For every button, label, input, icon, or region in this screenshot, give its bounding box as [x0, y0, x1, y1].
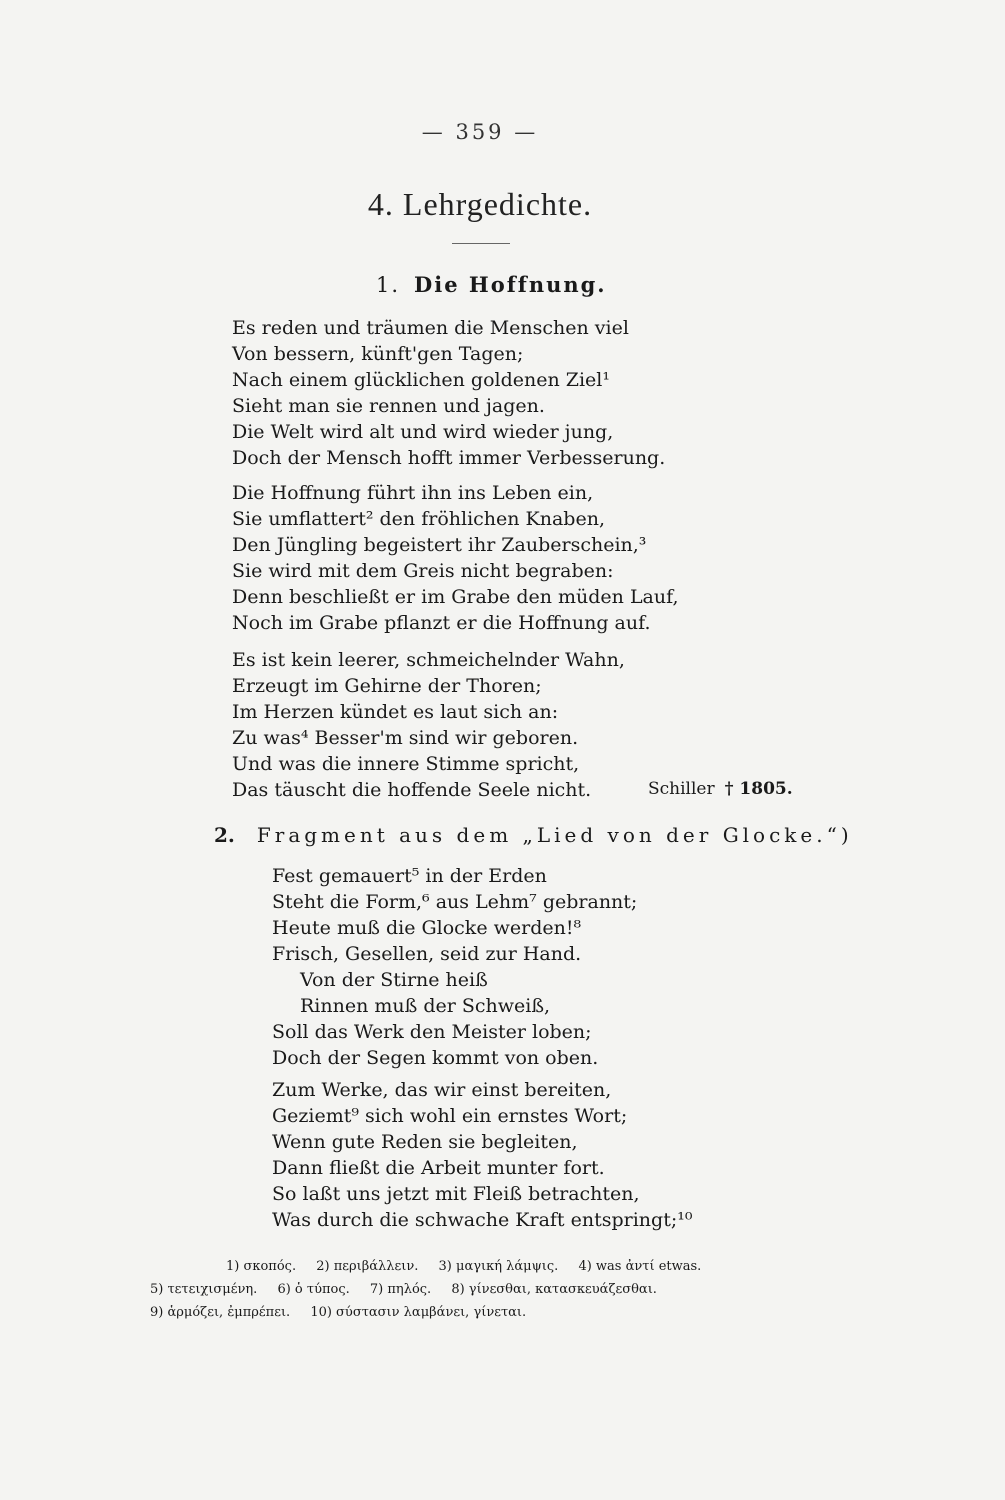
- chapter-title: 4. Lehrgedichte.: [367, 186, 593, 222]
- poem-1-title: [376, 272, 607, 297]
- poem-1-stanza-2: [232, 480, 679, 636]
- footnote: 9) ἁρμόζει, ἐμπρέπει.: [150, 1305, 291, 1320]
- footnote-line: [150, 1278, 830, 1301]
- footnote: 5) τετειχισμένη.: [150, 1282, 258, 1297]
- poem-2-stanza-1: [272, 863, 637, 1071]
- poem-line: Dann fließt die Arbeit munter fort.: [272, 1157, 605, 1179]
- poem-line: Es reden und träumen die Menschen viel: [232, 317, 629, 339]
- poem-line: Im Herzen kündet es laut sich an:: [232, 701, 559, 723]
- poem-line: Von bessern, künft'gen Tagen;: [232, 343, 524, 365]
- poem-line: Wenn gute Reden sie begleiten,: [272, 1131, 578, 1153]
- poem-line: Doch der Segen kommt von oben.: [272, 1047, 599, 1069]
- page-number: — 359 —: [421, 120, 539, 144]
- footnote: 7) πηλός.: [369, 1282, 432, 1297]
- poem-line: Noch im Grabe pflanzt er die Hoffnung auf.: [232, 612, 651, 634]
- poem-line: Erzeugt im Gehirne der Thoren;: [232, 675, 542, 697]
- poem-line: Sieht man sie rennen und jagen.: [232, 395, 545, 417]
- poem-line: Die Hoffnung führt ihn ins Leben ein,: [232, 482, 594, 504]
- author-name: Schiller: [648, 779, 715, 799]
- poem-line: Zum Werke, das wir einst bereiten,: [272, 1079, 612, 1101]
- poem-2-number: 2.: [214, 823, 235, 847]
- poem-2-heading-text: Fragment aus dem „Lied von der Glocke.“): [256, 823, 853, 847]
- poem-1-author: [648, 779, 793, 799]
- footnote: 10) σύστασιν λαμβάνει, γίνεται.: [310, 1305, 527, 1320]
- poem-line: Steht die Form,⁶ aus Lehm⁷ gebrannt;: [272, 891, 638, 913]
- poem-line: Heute muß die Glocke werden!⁸: [272, 917, 582, 939]
- footnote-line: [150, 1301, 830, 1324]
- poem-line: Den Jüngling begeistert ihr Zauberschein,³: [232, 534, 647, 556]
- poem-line: Das täuscht die hoffende Seele nicht.: [232, 779, 592, 801]
- footnote: 4) was ἀντί etwas.: [578, 1259, 702, 1274]
- footnotes: [150, 1255, 830, 1324]
- poem-line: Fest gemauert⁵ in der Erden: [272, 865, 547, 887]
- poem-line: Denn beschließt er im Grabe den müden Lauf,: [232, 586, 679, 608]
- poem-1-stanza-1: [232, 315, 665, 471]
- poem-line: Sie wird mit dem Greis nicht begraben:: [232, 560, 614, 582]
- poem-line: Sie umflattert² den fröhlichen Knaben,: [232, 508, 605, 530]
- footnote: 6) ὁ τύπος.: [277, 1282, 350, 1297]
- poem-line: Nach einem glücklichen goldenen Ziel¹: [232, 369, 610, 391]
- poem-2-heading: [214, 823, 853, 847]
- poem-line: Es ist kein leerer, schmeichelnder Wahn,: [232, 649, 625, 671]
- poem-line: So laßt uns jetzt mit Fleiß betrachten,: [272, 1183, 640, 1205]
- title-rule: [452, 243, 510, 244]
- poem-line: Zu was⁴ Besser'm sind wir geboren.: [232, 727, 579, 749]
- footnote: 3) μαγική λάμψις.: [438, 1259, 559, 1274]
- author-death-year: † 1805.: [724, 779, 793, 799]
- footnote: 1) σκοπός.: [226, 1259, 297, 1274]
- poem-line: Soll das Werk den Meister loben;: [272, 1021, 592, 1043]
- poem-1-number: 1.: [376, 273, 401, 297]
- poem-2-stanza-2: [272, 1077, 692, 1233]
- poem-line: Frisch, Gesellen, seid zur Hand.: [272, 943, 582, 965]
- poem-line: Doch der Mensch hofft immer Verbesserung.: [232, 447, 666, 469]
- poem-line: Rinnen muß der Schweiß,: [300, 995, 551, 1017]
- footnote-line: [150, 1255, 830, 1278]
- poem-line: Von der Stirne heiß: [300, 969, 488, 991]
- poem-1-stanza-3: [232, 647, 625, 803]
- poem-1-title-text: Die Hoffnung.: [414, 272, 607, 297]
- footnote: 8) γίνεσθαι, κατασκευάζεσθαι.: [451, 1282, 657, 1297]
- poem-line: Geziemt⁹ sich wohl ein ernstes Wort;: [272, 1105, 628, 1127]
- poem-line: Die Welt wird alt und wird wieder jung,: [232, 421, 614, 443]
- footnote: 2) περιβάλλειν.: [316, 1259, 419, 1274]
- poem-line: Was durch die schwache Kraft entspringt;¹⁰: [272, 1209, 693, 1231]
- poem-line: Und was die innere Stimme spricht,: [232, 753, 580, 775]
